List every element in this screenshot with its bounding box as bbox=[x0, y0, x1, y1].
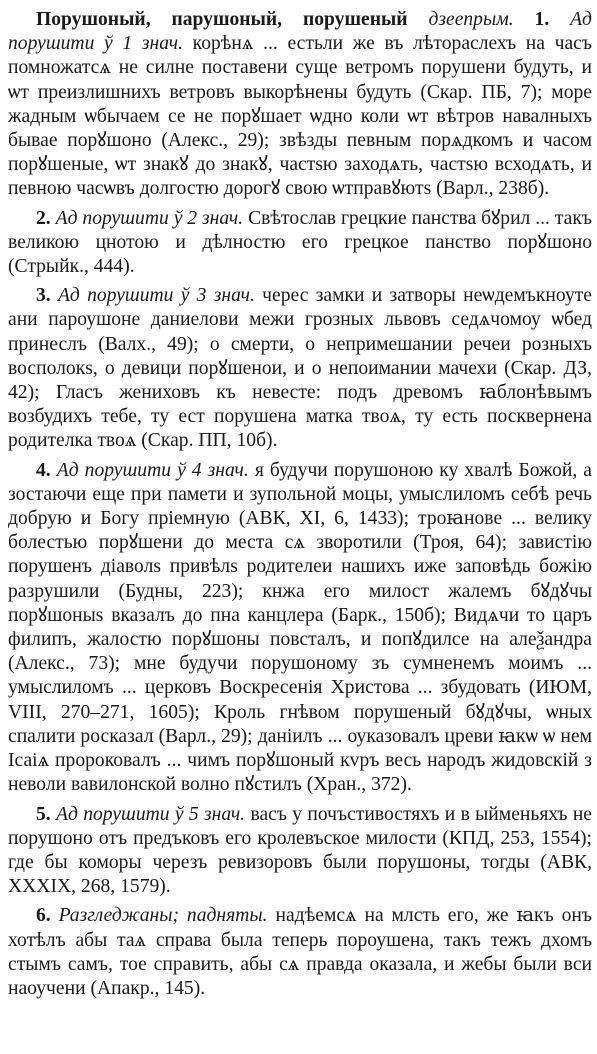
sense-label-1: Ад порушити ў 1 знач. bbox=[8, 9, 592, 55]
sense-number-4: 4. bbox=[36, 459, 51, 481]
headword: Порушоный, парушоный, порушеный bbox=[36, 9, 408, 30]
sense-text-2: Свѣтослав грецкие панства бꙋрил ... такъ великою цнотою и дѣлностю его грецкое панство порꙋшоно (Стрыйк., 444). bbox=[8, 207, 592, 278]
entry-paragraph-2 bbox=[8, 207, 592, 280]
sense-number-3: 3. bbox=[36, 285, 51, 307]
sense-number-5: 5. bbox=[36, 803, 51, 825]
entry-paragraph-3 bbox=[8, 284, 592, 453]
sense-number-6: 6. bbox=[36, 905, 51, 927]
sense-label-4: Ад порушити ў 4 знач. bbox=[56, 459, 249, 481]
sense-label-2: Ад порушити ў 2 знач. bbox=[55, 207, 244, 229]
entry-paragraph-1 bbox=[8, 8, 592, 202]
sense-text-4: я будучи порушоною ку хвалѣ Божой, а зостаючи еще при памети и зупольной моцы, умыслиломъ себѣ речь добрую и Богу прiемную (АВК, XI, 6, 1433); троꙗнове ... велику болестью порꙋшени до места сѧ зворотили (Троя, 64); завистiю порушенъ дiаволѕ привѣлѕ родителеи нашихъ иже заповѣдь божiю разрушили (Будны, 223); кнжа его милост жалемъ бꙋдꙋчы порꙋшоныѕ вказалъ до пна канцлера (Барк., 150б); Видѧчи то царъ филипъ, жалостю порꙋшоны повсталъ, и попꙋдилсе на алеѯандра (Алекс., 73); мне будучи порушоному зъ сумненемъ моимъ ... умыслиломъ ... церковъ Воскресенiя Христова ... збудовать (ИЮМ, VIII, 270–271, 1605); Кроль гнѣвом порушеный бꙋдꙋчы, ѡных спалити росказал (Варл., 29); данiилъ ... оуказовалъ цреви ꙗкѡ ѡ нем Iсаiѧ пророковалъ ... чимъ порꙋшоный кvръ весь народъ жидовскiй з неволи вавилонской волно пꙋстилъ (Хран., 372). bbox=[8, 459, 592, 796]
sense-text-6: надѣемсѧ на млсть его, же ꙗкъ онъ хотѣлъ абы таѧ справа была теперь пороушена, такъ тежъ дхомъ стымъ самъ, тое справить, абы сѧ правда оказала, и жебы были вси наоучени (Апакр., 145). bbox=[8, 905, 592, 999]
sense-label-3: Ад порушити ў 3 знач. bbox=[57, 285, 255, 307]
sense-text-5: васъ у почъстивостяхъ и в ыйменьяхъ не порушоно отъ предъковъ его кролевъское милости (КПД, 253, 1554); где бы коморы черезъ ревизоровъ были порушоны, тогды (АВК, XXXIX, 268, 1579). bbox=[8, 803, 592, 898]
sense-text-3: черес замки и затворы неѡдемъкноуте ани пароушоне даниелови межи грозных львовъ седѧчомоу ѡбед принеслъ (Валх., 49); о смерти, о непримешании речеи розныхъ восполокѕ, о девици порꙋшенои, и о непоимании мачехи (Скар. ДЗ, 42); Гласъ жениховъ къ невесте: подъ древомъ ꙗблонѣвымъ возбудихъ тебе, ту ест порушена матка твоѧ, ту есть посквернена родителка твоѧ (Скар. ПП, 10б). bbox=[8, 285, 593, 452]
entry-paragraph-5 bbox=[8, 803, 592, 900]
entry-paragraph-6 bbox=[8, 904, 592, 1001]
grammar-label: дзеeпрым. bbox=[428, 9, 514, 30]
sense-text-1: корѣнѧ ... естьли же въ лѣторaслехъ на часъ помножатсѧ не силне поставени суще ветромъ порушени будуть, и ѡт преизлишнихъ ветровъ выкорѣнены будуть (Скар. ПБ, 7); море жадным ѡбычаем се не порꙋшает ѡдно коли ѡт вѣтров навалныхъ бывае порꙋшоно (Алекс., 29); звѣзды певным порѧдкомъ и часом порꙋшеные, ѡт знакꙋ до знакꙋ, частѕю заходѧть, частѕю всходѧть, и певною часѡвъ долгостю дорогꙋ свою ѡтправꙋютѕ (Варл., 238б). bbox=[8, 33, 592, 200]
sense-number-2: 2. bbox=[36, 207, 51, 229]
entry-paragraph-4 bbox=[8, 459, 592, 798]
sense-label-6: Разгледжаны; падняты. bbox=[58, 905, 268, 927]
sense-label-5: Ад порушити ў 5 знач. bbox=[56, 803, 246, 825]
sense-number-1: 1. bbox=[534, 9, 550, 30]
